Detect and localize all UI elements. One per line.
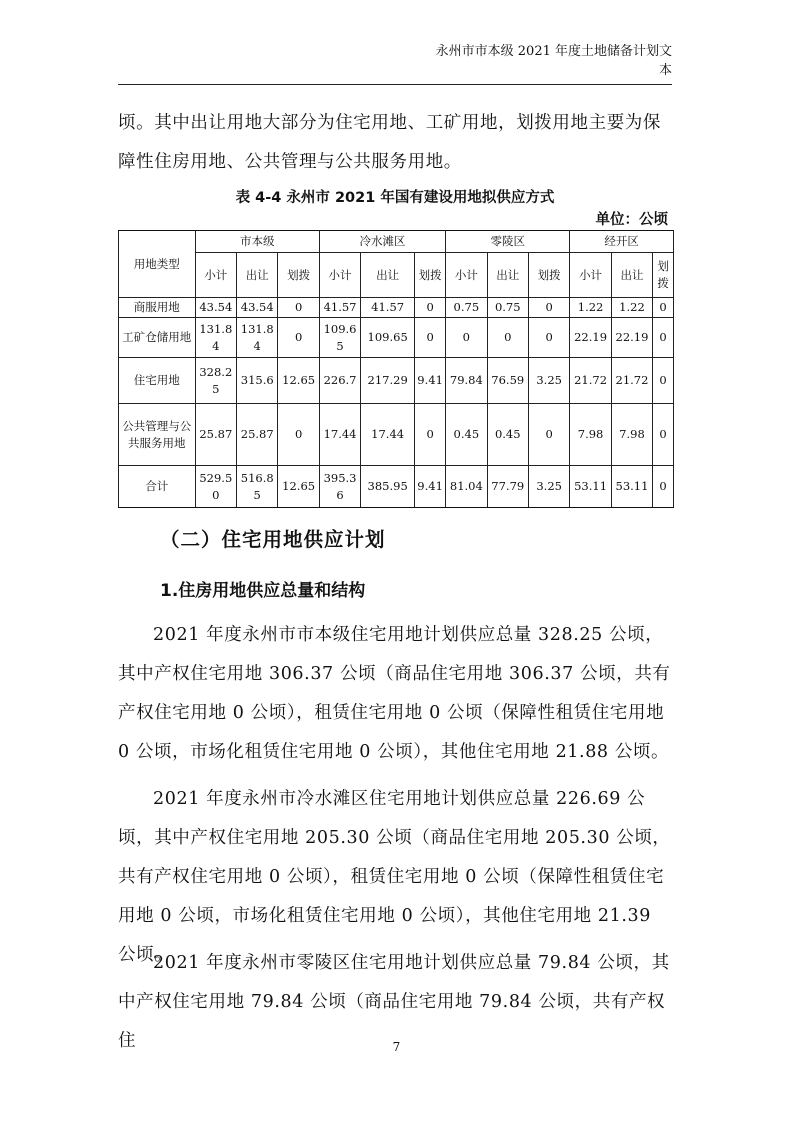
cell: 1.22 [570, 298, 611, 318]
row-land-type: 合计 [119, 466, 196, 508]
table-unit: 单位：公顷 [595, 212, 668, 228]
cell: 43.54 [195, 298, 236, 318]
cell: 0 [653, 298, 674, 318]
cell: 131.84 [195, 318, 236, 358]
cell: 0 [446, 318, 487, 358]
row-land-type: 公共管理与公共服务用地 [119, 404, 196, 466]
subheader: 划拨 [415, 253, 446, 298]
header-land-type: 用地类型 [119, 231, 196, 298]
subheader: 出让 [237, 253, 278, 298]
cell: 0 [415, 404, 446, 466]
cell: 0 [653, 466, 674, 508]
cell: 25.87 [237, 404, 278, 466]
cell: 22.19 [611, 318, 652, 358]
header-region: 零陵区 [446, 231, 570, 253]
cell: 109.65 [319, 318, 360, 358]
header-region: 市本级 [195, 231, 319, 253]
cell: 0 [278, 404, 319, 466]
cell: 17.44 [319, 404, 360, 466]
cell: 328.25 [195, 358, 236, 404]
row-land-type: 商服用地 [119, 298, 196, 318]
cell: 77.79 [487, 466, 528, 508]
cell: 53.11 [611, 466, 652, 508]
cell: 21.72 [611, 358, 652, 404]
subheader: 出让 [361, 253, 415, 298]
cell: 0 [415, 318, 446, 358]
cell: 3.25 [528, 358, 569, 404]
cell: 79.84 [446, 358, 487, 404]
table-title: 表 4-4 永州市 2021 年国有建设用地拟供应方式 [235, 190, 555, 206]
row-land-type: 工矿仓储用地 [119, 318, 196, 358]
subheader: 小计 [319, 253, 360, 298]
cell: 0 [653, 358, 674, 404]
cell: 43.54 [237, 298, 278, 318]
table-row [119, 404, 674, 466]
cell: 12.65 [278, 358, 319, 404]
table-row [119, 318, 674, 358]
cell: 53.11 [570, 466, 611, 508]
cell: 7.98 [611, 404, 652, 466]
header-line-2: 本 [658, 63, 672, 78]
cell: 25.87 [195, 404, 236, 466]
cell: 3.25 [528, 466, 569, 508]
cell: 315.6 [237, 358, 278, 404]
subheader: 划拨 [528, 253, 569, 298]
page-number: 7 [392, 1040, 401, 1054]
body-paragraph: 2021 年度永州市零陵区住宅用地计划供应总量 79.84 公顷，其中产权住宅用地 79.84 公顷（商品住宅用地 79.84 公顷，共有产权住 [118, 953, 670, 1051]
subheader: 划拨 [278, 253, 319, 298]
subheader: 出让 [487, 253, 528, 298]
header-line-1: 永州市市本级 2021 年度土地储备计划文 [435, 44, 672, 59]
cell: 385.95 [361, 466, 415, 508]
intro-paragraph: 顷。其中出让用地大部分为住宅用地、工矿用地，划拨用地主要为保障性住房用地、公共管理与公共服务用地。 [118, 113, 661, 172]
land-supply-table [118, 230, 674, 508]
cell: 226.7 [319, 358, 360, 404]
row-land-type: 住宅用地 [119, 358, 196, 404]
cell: 529.50 [195, 466, 236, 508]
cell: 1.22 [611, 298, 652, 318]
cell: 0 [528, 404, 569, 466]
cell: 21.72 [570, 358, 611, 404]
cell: 0 [278, 298, 319, 318]
header-region: 冷水滩区 [319, 231, 445, 253]
cell: 0.75 [446, 298, 487, 318]
subheader: 小计 [195, 253, 236, 298]
cell: 76.59 [487, 358, 528, 404]
cell: 131.84 [237, 318, 278, 358]
section-heading: （二）住宅用地供应计划 [160, 528, 386, 551]
cell: 9.41 [415, 466, 446, 508]
cell: 0 [278, 318, 319, 358]
header-region: 经开区 [570, 231, 674, 253]
cell: 22.19 [570, 318, 611, 358]
cell: 0 [653, 318, 674, 358]
body-paragraph: 2021 年度永州市市本级住宅用地计划供应总量 328.25 公顷，其中产权住宅用地 306.37 公顷（商品住宅用地 306.37 公顷，共有产权住宅用地 0 公顷），租赁住宅用地 0 公顷（保障性租赁住宅用地 0 公顷，市场化租赁住宅用地 0 公顷），其他住宅用地 21.88 公顷。 [118, 625, 671, 762]
cell: 217.29 [361, 358, 415, 404]
cell: 81.04 [446, 466, 487, 508]
subheader: 小计 [446, 253, 487, 298]
cell: 0 [487, 318, 528, 358]
cell: 41.57 [361, 298, 415, 318]
table-row [119, 466, 674, 508]
cell: 395.36 [319, 466, 360, 508]
subheader: 小计 [570, 253, 611, 298]
cell: 7.98 [570, 404, 611, 466]
cell: 516.85 [237, 466, 278, 508]
cell: 0 [415, 298, 446, 318]
cell: 9.41 [415, 358, 446, 404]
subheader: 划拨 [653, 253, 674, 298]
cell: 0.45 [446, 404, 487, 466]
cell: 109.65 [361, 318, 415, 358]
cell: 0 [528, 298, 569, 318]
subheader: 出让 [611, 253, 652, 298]
cell: 0 [653, 404, 674, 466]
body-paragraph: 2021 年度永州市冷水滩区住宅用地计划供应总量 226.69 公顷，其中产权住宅用地 205.30 公顷（商品住宅用地 205.30 公顷，共有产权住宅用地 0 公顷），租赁住宅用地 0 公顷（保障性租赁住宅用地 0 公顷，市场化租赁住宅用地 0 公顷），其他住宅用地 21.39 公顷。 [118, 789, 671, 965]
subsection-heading: 1.住房用地供应总量和结构 [160, 581, 366, 601]
cell: 0 [528, 318, 569, 358]
cell: 17.44 [361, 404, 415, 466]
cell: 0.75 [487, 298, 528, 318]
table-row [119, 358, 674, 404]
cell: 41.57 [319, 298, 360, 318]
cell: 0.45 [487, 404, 528, 466]
cell: 12.65 [278, 466, 319, 508]
running-header [118, 42, 672, 85]
table-row [119, 298, 674, 318]
